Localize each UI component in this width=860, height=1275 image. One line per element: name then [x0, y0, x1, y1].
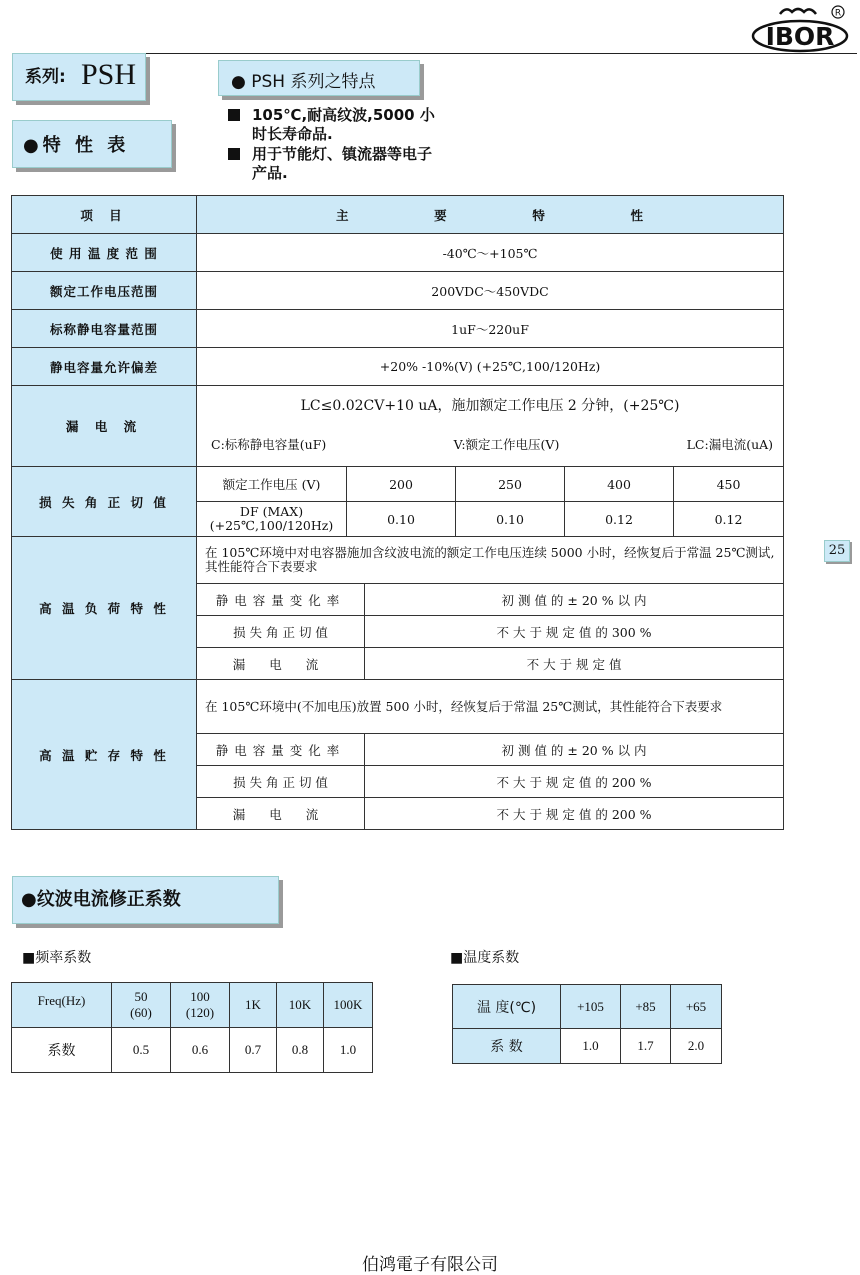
shelf-life-item-name: 损 失 角 正 切 值: [197, 766, 365, 798]
df-value: 0.10: [456, 502, 565, 537]
features-title-box: [218, 60, 420, 96]
spec-table: [11, 195, 784, 830]
spec-head-item: 项 目: [12, 196, 197, 234]
load-life-item-value: 不 大 于 规 定 值: [365, 648, 784, 680]
page-number: 25: [824, 540, 850, 562]
row-value-temp-range: -40℃～+105℃: [197, 234, 784, 272]
load-life-item-name: 漏 电 流: [197, 648, 365, 680]
load-life-item-name: 损 失 角 正 切 值: [197, 616, 365, 648]
freq-coeff-value: 0.6: [171, 1028, 230, 1073]
series-value: PSH: [81, 58, 137, 91]
shelf-life-item-value: 初 测 值 的 ± 20 % 以 内: [365, 734, 784, 766]
characteristics-title-box: [12, 120, 172, 168]
row-label-temp-range: 使 用 温 度 范 围: [12, 234, 197, 272]
row-value-voltage-range: 200VDC～450VDC: [197, 272, 784, 310]
leakage-cell: [197, 386, 784, 467]
df-value: 0.12: [674, 502, 784, 537]
temp-head: +65: [671, 985, 722, 1029]
temp-coeff-value: 1.0: [561, 1029, 621, 1064]
freq-coeff-value: 0.8: [277, 1028, 324, 1073]
row-label-shelf-life: 高 温 贮 存 特 性: [12, 680, 197, 830]
freq-head: 10K: [277, 983, 324, 1028]
row-label-tolerance: 静电容量允许偏差: [12, 348, 197, 386]
row-label-df: 损 失 角 正 切 值: [12, 467, 197, 537]
temp-head: +85: [621, 985, 671, 1029]
temp-head: +105: [561, 985, 621, 1029]
freq-head-label: Freq(Hz): [12, 983, 112, 1028]
ripple-title-box: [12, 876, 279, 924]
temp-coeff-value: 2.0: [671, 1029, 722, 1064]
shelf-life-item-name: 静电容量变化率: [197, 734, 365, 766]
freq-coeff-title: ■频率系数: [22, 950, 92, 966]
leakage-formula: LC≤0.02CV+10 uA，施加额定工作电压 2 分钟，(+25℃): [300, 398, 680, 414]
series-label-box: [12, 53, 146, 101]
temp-coeff-value: 1.7: [621, 1029, 671, 1064]
freq-coeff-value: 1.0: [324, 1028, 373, 1073]
features-list: [228, 106, 443, 184]
df-value: 0.12: [565, 502, 674, 537]
row-label-leakage: 漏 电 流: [12, 386, 197, 467]
ibor-logo: [750, 2, 850, 54]
shelf-life-item-value: 不 大 于 规 定 值 的 200 %: [365, 766, 784, 798]
freq-head: 100K: [324, 983, 373, 1028]
feature-item: 105℃,耐高纹波,5000 小时长寿命品.: [228, 106, 443, 144]
registered-mark: R: [834, 8, 842, 19]
row-label-capacitance-range: 标称静电容量范围: [12, 310, 197, 348]
temp-coeff-title: ■温度系数: [450, 950, 520, 966]
row-label-voltage-range: 额定工作电压范围: [12, 272, 197, 310]
df-voltage: 450: [674, 467, 784, 502]
df-max-label: DF (MAX) (+25℃,100/120Hz): [197, 502, 347, 537]
footer-company: 伯鸿電子有限公司: [362, 1255, 498, 1275]
square-bullet-icon: [228, 148, 240, 160]
logo-text: IBOR: [765, 22, 835, 51]
load-life-note: 在 105℃环境中对电容器施加含纹波电流的额定工作电压连续 5000 小时，经恢复后于常温 25℃测试,其性能符合下表要求: [197, 537, 784, 584]
df-value: 0.10: [347, 502, 456, 537]
freq-head: 1K: [230, 983, 277, 1028]
feature-item: 用于节能灯、镇流器等电子产品.: [228, 145, 443, 183]
freq-head: 100 (120): [171, 983, 230, 1028]
df-voltage: 400: [565, 467, 674, 502]
freq-coeff-table: [11, 982, 373, 1073]
freq-coeff-value: 0.5: [112, 1028, 171, 1073]
ripple-title: ●纹波电流修正系数: [21, 889, 181, 910]
freq-row-label: 系数: [12, 1028, 112, 1073]
shelf-life-item-name: 漏 电 流: [197, 798, 365, 830]
row-value-tolerance: +20% -10%(V) (+25℃,100/120Hz): [197, 348, 784, 386]
freq-coeff-value: 0.7: [230, 1028, 277, 1073]
df-voltage: 250: [456, 467, 565, 502]
load-life-item-value: 初 测 值 的 ± 20 % 以 内: [365, 584, 784, 616]
spec-head-main: 主 要 特 性: [197, 196, 784, 234]
df-voltage: 200: [347, 467, 456, 502]
load-life-item-value: 不 大 于 规 定 值 的 300 %: [365, 616, 784, 648]
load-life-item-name: 静电容量变化率: [197, 584, 365, 616]
shelf-life-note: 在 105℃环境中(不加电压)放置 500 小时，经恢复后于常温 25℃测试，其性能符合下表要求: [197, 680, 784, 734]
leakage-notes: C:标称静电容量(uF) V:额定工作电压(V) LC:漏电流(uA): [211, 437, 774, 452]
square-bullet-icon: [228, 109, 240, 121]
series-label: 系列:: [25, 67, 66, 87]
row-label-load-life: 高 温 负 荷 特 性: [12, 537, 197, 680]
characteristics-title: ●特 性 表: [23, 135, 130, 156]
temp-coeff-table: [452, 984, 722, 1064]
row-value-capacitance-range: 1uF～220uF: [197, 310, 784, 348]
shelf-life-item-value: 不 大 于 规 定 值 的 200 %: [365, 798, 784, 830]
features-title: ● PSH 系列之特点: [231, 72, 376, 92]
temp-head-label: 温 度(℃): [453, 985, 561, 1029]
freq-head: 50 (60): [112, 983, 171, 1028]
df-voltage-label: 额定工作电压 (V): [197, 467, 347, 502]
temp-row-label: 系 数: [453, 1029, 561, 1064]
